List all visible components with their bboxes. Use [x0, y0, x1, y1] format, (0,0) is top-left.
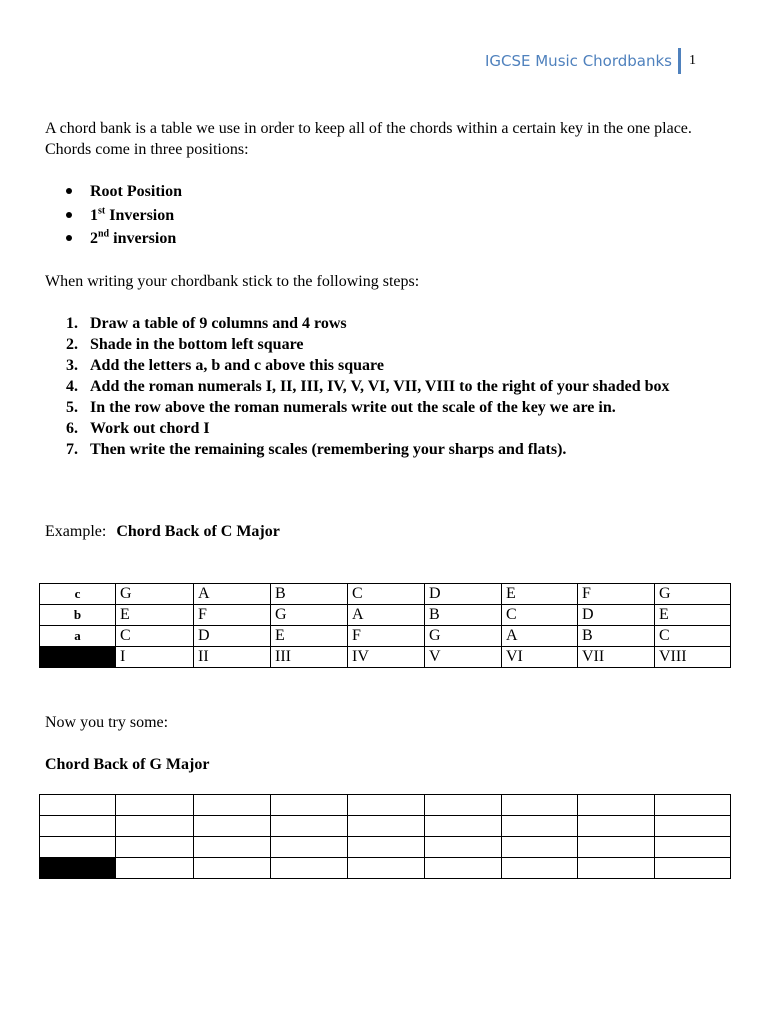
empty-cell: [116, 795, 194, 816]
row-label: c: [40, 584, 116, 605]
table-row: [40, 605, 731, 626]
empty-cell: [40, 816, 116, 837]
empty-cell: [271, 795, 348, 816]
table-cell: V: [425, 647, 502, 668]
row-label: a: [40, 626, 116, 647]
empty-cell: [194, 837, 271, 858]
empty-cell: [194, 858, 271, 879]
list-item: 2. Shade in the bottom left square: [66, 336, 304, 353]
table-row: [40, 584, 731, 605]
try-text: Now you try some:: [45, 714, 169, 731]
empty-cell: [655, 816, 731, 837]
table-row: [40, 858, 731, 879]
table-cell: F: [194, 605, 271, 626]
list-item: 7. Then write the remaining scales (remembering your sharps and flats).: [66, 441, 567, 458]
table-cell: VII: [578, 647, 655, 668]
list-item: 3. Add the letters a, b and c above this square: [66, 357, 384, 374]
empty-cell: [425, 795, 502, 816]
table-cell: I: [116, 647, 194, 668]
list-item: 2nd inversion: [66, 228, 182, 252]
table-cell: A: [348, 605, 425, 626]
empty-cell: [194, 795, 271, 816]
steps-intro: When writing your chordbank stick to the following steps:: [45, 273, 420, 290]
empty-cell: [40, 795, 116, 816]
table-cell: B: [425, 605, 502, 626]
table-cell: G: [425, 626, 502, 647]
table-cell: C: [116, 626, 194, 647]
empty-cell: [271, 858, 348, 879]
empty-cell: [578, 816, 655, 837]
empty-cell: [425, 837, 502, 858]
table-cell: G: [655, 584, 731, 605]
empty-cell: [502, 816, 578, 837]
header-divider: [678, 48, 681, 74]
table-cell: E: [271, 626, 348, 647]
table-cell: A: [502, 626, 578, 647]
list-item: Root Position: [66, 181, 182, 205]
table-cell: C: [502, 605, 578, 626]
empty-cell: [271, 816, 348, 837]
empty-cell: [578, 795, 655, 816]
table-cell: G: [271, 605, 348, 626]
g-major-title: Chord Back of G Major: [45, 756, 210, 773]
table-cell: D: [425, 584, 502, 605]
row-label: b: [40, 605, 116, 626]
table-row: [40, 647, 731, 668]
table-row: [40, 837, 731, 858]
table-cell: II: [194, 647, 271, 668]
empty-cell: [502, 795, 578, 816]
g-major-chord-table: [39, 794, 731, 879]
positions-list: [66, 181, 182, 252]
list-item: 6. Work out chord I: [66, 420, 210, 437]
table-cell: F: [578, 584, 655, 605]
table-cell: A: [194, 584, 271, 605]
empty-cell: [116, 858, 194, 879]
table-row: [40, 795, 731, 816]
empty-cell: [116, 837, 194, 858]
table-cell: B: [271, 584, 348, 605]
empty-cell: [348, 795, 425, 816]
empty-cell: [655, 837, 731, 858]
empty-cell: [578, 837, 655, 858]
empty-cell: [655, 795, 731, 816]
table-row: [40, 816, 731, 837]
empty-cell: [348, 816, 425, 837]
empty-cell: [578, 858, 655, 879]
empty-cell: [40, 837, 116, 858]
example-title: Chord Back of C Major: [116, 523, 280, 540]
page-number: 1: [689, 53, 696, 68]
list-item: 4. Add the roman numerals I, II, III, IV, V, VI, VII, VIII to the right of your shaded box: [66, 378, 670, 395]
empty-cell: [502, 858, 578, 879]
table-cell: III: [271, 647, 348, 668]
empty-cell: [194, 816, 271, 837]
example-heading: Example: Chord Back of C Major: [45, 523, 280, 540]
empty-cell: [348, 837, 425, 858]
empty-cell: [425, 858, 502, 879]
shaded-cell: [40, 858, 116, 879]
table-cell: C: [348, 584, 425, 605]
header-title: IGCSE Music Chordbanks: [484, 52, 672, 70]
example-chord-table: [39, 583, 731, 668]
list-item: 5. In the row above the roman numerals write out the scale of the key we are in.: [66, 399, 616, 416]
empty-cell: [502, 837, 578, 858]
table-cell: B: [578, 626, 655, 647]
empty-cell: [116, 816, 194, 837]
intro-paragraph: A chord bank is a table we use in order to keep all of the chords within a certain key in the one place. Chords come in three positions:: [45, 120, 692, 158]
table-cell: IV: [348, 647, 425, 668]
list-item: 1st Inversion: [66, 205, 182, 229]
table-cell: G: [116, 584, 194, 605]
table-cell: E: [655, 605, 731, 626]
table-cell: D: [194, 626, 271, 647]
table-cell: C: [655, 626, 731, 647]
table-cell: VI: [502, 647, 578, 668]
table-cell: E: [116, 605, 194, 626]
table-cell: F: [348, 626, 425, 647]
table-cell: D: [578, 605, 655, 626]
page-header: [485, 48, 696, 74]
steps-list: [66, 313, 726, 460]
table-cell: VIII: [655, 647, 731, 668]
empty-cell: [271, 837, 348, 858]
shaded-cell: [40, 647, 116, 668]
table-cell: E: [502, 584, 578, 605]
list-item: 1. Draw a table of 9 columns and 4 rows: [66, 315, 347, 332]
empty-cell: [655, 858, 731, 879]
table-row: [40, 626, 731, 647]
empty-cell: [348, 858, 425, 879]
empty-cell: [425, 816, 502, 837]
